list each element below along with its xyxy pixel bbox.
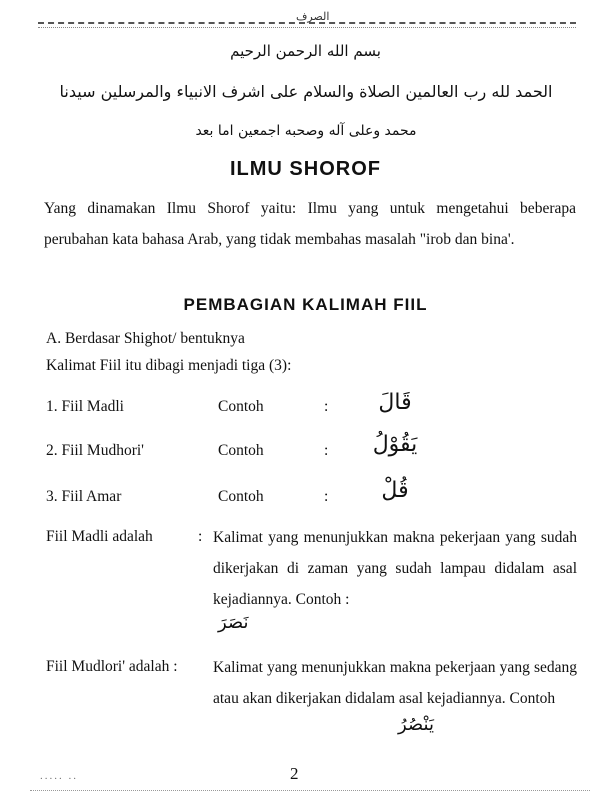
def-madli-colon: :	[198, 528, 203, 545]
item-arabic-example: يَقُوْلُ	[372, 432, 418, 457]
item-colon: :	[324, 488, 329, 505]
def-madli-text: Kalimat yang menunjukkan makna pekerjaan yang sudah dikerjakan di zaman yang sudah lampau didalam asal kejadiannya. Contoh :	[213, 529, 577, 608]
def-mudlori-text: Kalimat yang menunjukkan makna pekerjaan yang sedang atau akan dikerjakan didalam asal kejadiannya. Contoh	[213, 659, 577, 707]
item-contoh: Contoh	[218, 442, 264, 459]
item-arabic-example: قَالَ	[378, 390, 412, 415]
def-madli-arabic-example: نَصَرَ	[218, 612, 249, 633]
footer-rule	[30, 790, 590, 791]
def-mudlori-label: Fiil Mudlori' adalah :	[46, 658, 178, 675]
item-colon: :	[324, 398, 329, 415]
item-label-madli: 1. Fiil Madli	[46, 398, 124, 415]
section-a-heading: A. Berdasar Shighot/ bentuknya	[46, 330, 245, 347]
page-number: 2	[290, 764, 299, 783]
arabic-opening-line-3: محمد وعلى آله وصحبه اجمعين اما بعد	[195, 123, 417, 139]
arabic-opening-line-2: الحمد لله رب العالمين الصلاة والسلام على اشرف الانبياء والمرسلين سيدنا	[59, 82, 553, 101]
basmalah: بسم الله الرحمن الرحيم	[230, 42, 381, 60]
def-madli-label: Fiil Madli adalah	[46, 528, 153, 545]
item-label-mudhori: 2. Fiil Mudhori'	[46, 442, 144, 459]
header-rule-dotted	[38, 27, 576, 28]
def-mudlori-arabic-example: يَنْصُرُ	[398, 714, 434, 735]
title-ilmu-shorof: ILMU SHOROF	[230, 158, 381, 180]
item-contoh: Contoh	[218, 488, 264, 505]
title-pembagian-kalimah-fiil: PEMBAGIAN KALIMAH FIIL	[183, 295, 428, 314]
header-title: الصرف	[296, 11, 330, 23]
item-label-amar: 3. Fiil Amar	[46, 488, 122, 505]
item-contoh: Contoh	[218, 398, 264, 415]
footer-left-text: ..... ..	[40, 770, 78, 782]
item-colon: :	[324, 442, 329, 459]
intro-paragraph: Yang dinamakan Ilmu Shorof yaitu: Ilmu yang untuk mengetahui beberapa perubahan kata bahasa Arab, yang tidak membahas masalah "irob dan bina'.	[44, 200, 576, 248]
list-intro: Kalimat Fiil itu dibagi menjadi tiga (3):	[46, 357, 292, 374]
item-arabic-example: قُلْ	[381, 478, 409, 503]
